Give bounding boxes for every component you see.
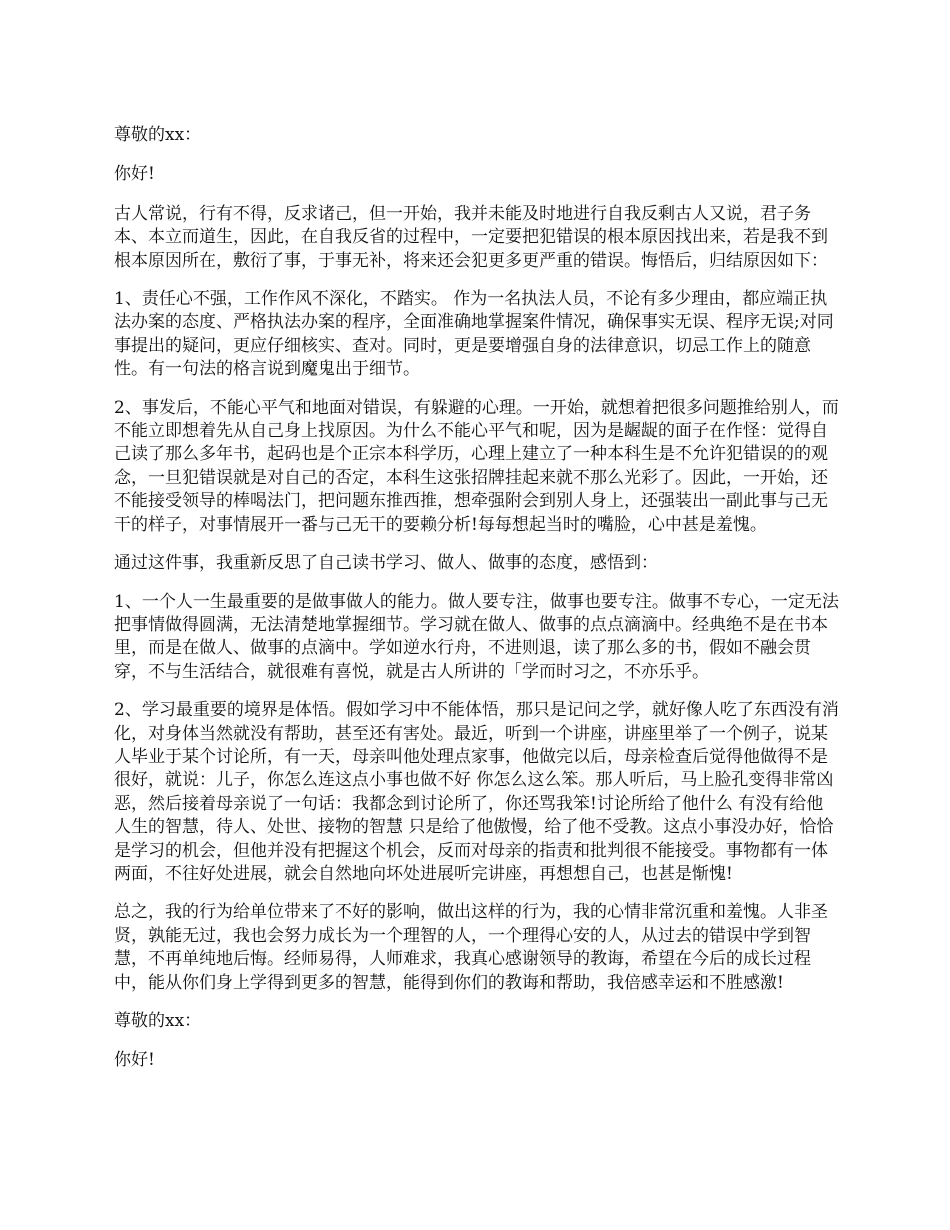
greeting: 你好! bbox=[114, 164, 155, 185]
salutation-repeat: 尊敬的xx： bbox=[114, 1011, 202, 1031]
body-paragraph-reason-1: 1、责任心不强，工作作风不深化，不踏实。 作为一名执法人员，不论有多少理由，都应端正执法办案的态度、严格执法办案的程序，全面准确地掌握案件情况，确保事实无误、程序无误;对同事提出的疑问，更应仔细核实、查对。同时，更是要增强自身的法律意识，切忌工作上的随意性。有一句法的格言说到魔鬼出于细节。 bbox=[114, 289, 834, 380]
salutation: 尊敬的xx： bbox=[114, 125, 202, 145]
body-paragraph-reason-2: 2、事发后，不能心平气和地面对错误，有躲避的心理。一开始，就想着把很多问题推给别人，而不能立即想着先从自己身上找原因。为什么不能心平气和呢，因为是龌龊的面子在作怪：觉得自己读了那么多年书，起码也是个正宗本科学历，心理上建立了一种本科生是不允许犯错误的的观念，一旦犯错误就是对自己的否定，本科生这张招牌挂起来就不那么光彩了。因此，一开始，还不能接受领导的棒喝法门，把问题东推西推，想牵强附会到别人身上，还强装出一副此事与己无干的样子，对事情展开一番与己无干的要赖分析!每每想起当时的嘴脸，心中甚是羞愧。 bbox=[114, 397, 839, 535]
body-paragraph-conclusion: 总之，我的行为给单位带来了不好的影响，做出这样的行为，我的心情非常沉重和羞愧。人非圣贤，孰能无过，我也会努力成长为一个理智的人，一个理得心安的人，从过去的错误中学到智慧，不再单纯地后悔。经师易得，人师难求，我真心感谢领导的教诲，希望在今后的成长过程中，能从你们身上学得到更多的智慧，能得到你们的教诲和帮助，我倍感幸运和不胜感激! bbox=[114, 902, 828, 993]
body-paragraph-intro: 古人常说，行有不得，反求诸己，但一开始，我并未能及时地进行自我反剩古人又说，君子务本、本立而道生，因此，在自我反省的过程中，一定要把犯错误的根本原因找出来，若是我不到根本原因所在，敷衍了事，于事无补，将来还会犯更多更严重的错误。悔悟后，归结原因如下： bbox=[114, 203, 828, 271]
body-paragraph-reflection: 通过这件事，我重新反思了自己读书学习、做人、做事的态度，感悟到： bbox=[114, 553, 658, 574]
greeting-repeat: 你好! bbox=[114, 1050, 155, 1071]
body-paragraph-insight-2: 2、学习最重要的境界是体悟。假如学习中不能体悟，那只是记问之学，就好像人吃了东西没有消化，对身体当然就没有帮助，甚至还有害处。最近，听到一个讲座，讲座里举了一个例子，说某人毕业于某个讨论所，有一天，母亲叫他处理点家事，他做完以后，母亲检查后觉得他做得不是很好，就说：儿子，你怎么连这点小事也做不好 你怎么这么笨。那人听后，马上脸孔变得非常凶恶，然后接着母亲说了一句话：我都念到讨论所了，你还骂我笨!讨论所给了他什么 有没有给他人生的智慧，待人、处世、接物的智慧 只是给了他傲慢，给了他不受教。这点小事没办好，恰恰是学习的机会，但他并没有把握这个机会，反而对母亲的指责和批判很不能接受。事物都有一体两面，不往好处进展，就会自然地向坏处进展听完讲座，再想想自己，也甚是惭愧! bbox=[114, 700, 839, 884]
body-paragraph-insight-1: 1、一个人一生最重要的是做事做人的能力。做人要专注，做事也要专注。做事不专心，一定无法把事情做得圆满，无法清楚地掌握细节。学习就在做人、做事的点点滴滴中。经典绝不是在书本里，而是在做人、做事的点滴中。学如逆水行舟，不进则退，读了那么多的书，假如不融会贯穿，不与生活结合，就很难有喜悦，就是古人所讲的「学而时习之，不亦乐乎。 bbox=[114, 591, 839, 682]
